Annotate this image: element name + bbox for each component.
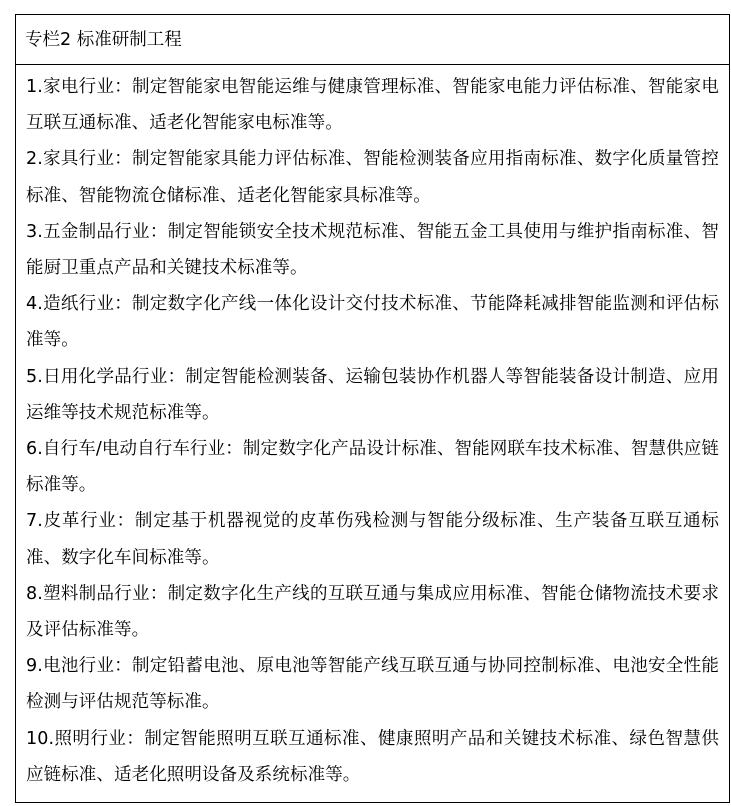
list-item-bicycles: 6.自行车/电动自行车行业：制定数字化产品设计标准、智能网联车技术标准、智慧供应链标准等。 — [26, 439, 719, 496]
list-item-daily-chemicals: 5.日用化学品行业：制定智能检测装备、运输包装协作机器人等智能装备设计制造、应用运维等技术规范标准等。 — [26, 366, 719, 423]
standards-project-box — [15, 14, 730, 803]
box-body — [16, 65, 729, 793]
list-item-leather: 7.皮革行业：制定基于机器视觉的皮革伤残检测与智能分级标准、生产装备互联互通标准、数字化车间标准等。 — [26, 511, 719, 568]
list-item-hardware: 3.五金制品行业：制定智能锁安全技术规范标准、智能五金工具使用与维护指南标准、智能厨卫重点产品和关键技术标准等。 — [26, 221, 719, 279]
list-item-batteries: 9.电池行业：制定铅蓄电池、原电池等智能产线互联互通与协同控制标准、电池安全性能检测与评估规范等标准。 — [26, 656, 719, 713]
list-item-lighting: 10.照明行业：制定智能照明互联互通标准、健康照明产品和关键技术标准、绿色智慧供应链标准、适老化照明设备及系统标准等。 — [26, 728, 719, 785]
list-item-papermaking: 4.造纸行业：制定数字化产线一体化设计交付技术标准、节能降耗减排智能监测和评估标准等。 — [26, 294, 719, 351]
box-title: 专栏2 标准研制工程 — [16, 15, 729, 65]
list-item-plastics: 8.塑料制品行业：制定数字化生产线的互联互通与集成应用标准、智能仓储物流技术要求及评估标准等。 — [26, 583, 719, 641]
list-item-home-appliances: 1.家电行业：制定智能家电智能运维与健康管理标准、智能家电能力评估标准、智能家电互联互通标准、适老化智能家电标准等。 — [26, 77, 719, 134]
list-item-furniture: 2.家具行业：制定智能家具能力评估标准、智能检测装备应用指南标准、数字化质量管控标准、智能物流仓储标准、适老化智能家具标准等。 — [26, 149, 719, 206]
